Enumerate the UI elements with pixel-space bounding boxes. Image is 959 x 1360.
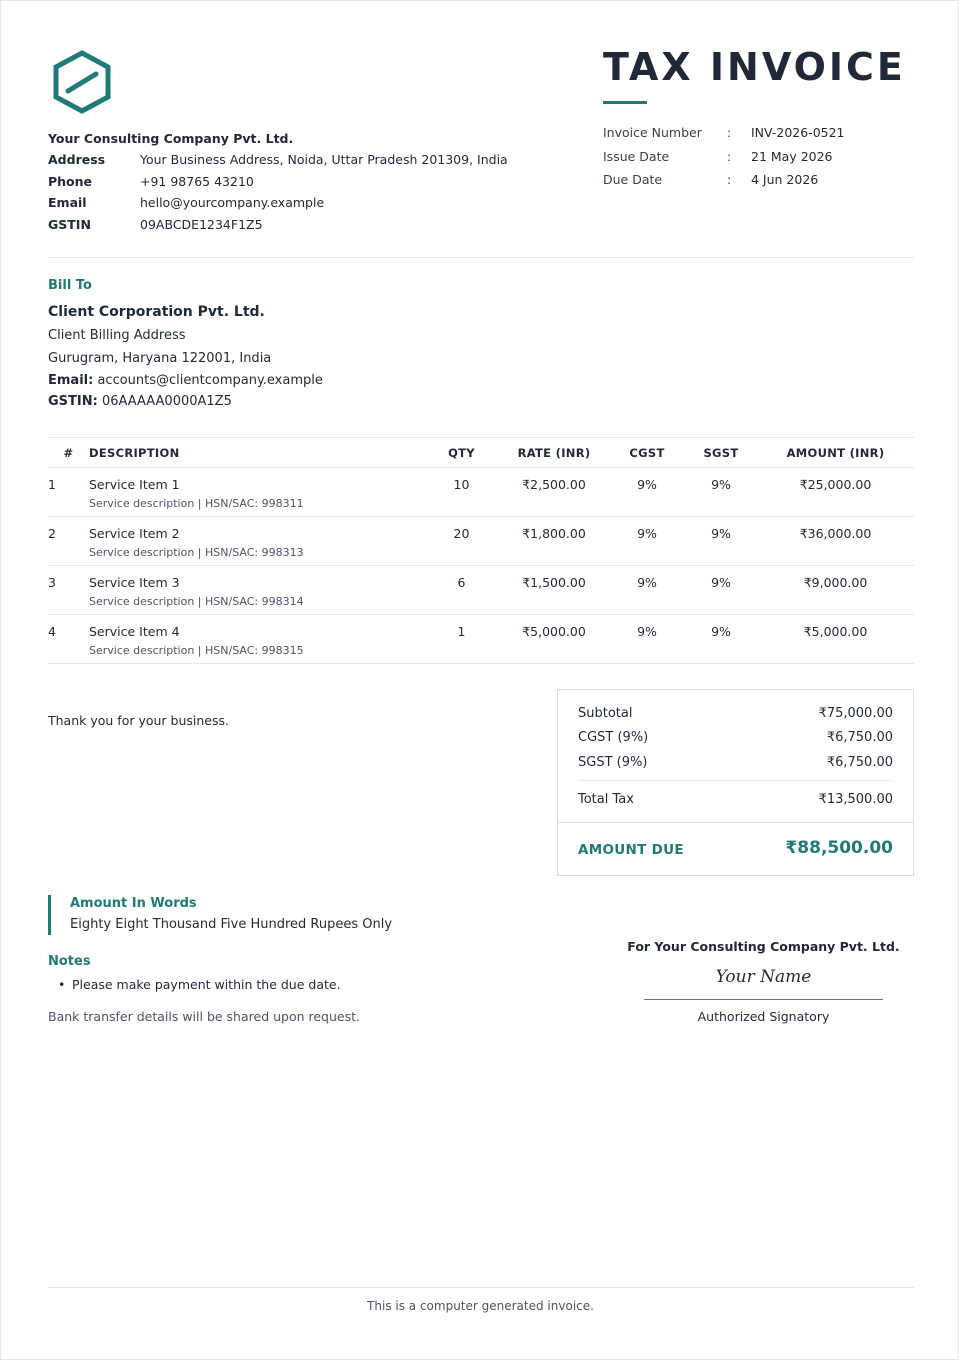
item-amount: ₹25,000.00 [757, 468, 914, 517]
item-name: Service Item 1 [89, 477, 180, 492]
item-name: Service Item 4 [89, 624, 180, 639]
invoice-title: TAX INVOICE [603, 45, 906, 89]
item-sgst: 9% [685, 468, 757, 517]
client-name: Client Corporation Pvt. Ltd. [48, 304, 265, 320]
item-cgst: 9% [609, 615, 685, 664]
table-row [48, 517, 914, 566]
meta-label: Issue Date [603, 148, 670, 164]
item-qty: 20 [424, 517, 499, 566]
column-header-cgst: CGST [609, 438, 685, 468]
amount-in-words-heading: Amount In Words [70, 896, 197, 911]
column-header-number: # [48, 438, 89, 468]
amount-due-divider [558, 822, 913, 823]
item-description-cell [89, 566, 424, 615]
column-header-amount: AMOUNT (INR) [757, 438, 914, 468]
bullet-icon: • [58, 977, 66, 992]
item-qty: 6 [424, 566, 499, 615]
item-sgst: 9% [685, 566, 757, 615]
sgst-row [578, 755, 893, 770]
cgst-value: ₹6,750.00 [826, 730, 893, 745]
meta-label: Due Date [603, 172, 663, 188]
column-header-sgst: SGST [685, 438, 757, 468]
due-date: 4 Jun 2026 [751, 172, 819, 188]
item-subtext: Service description | HSN/SAC: 998314 [89, 595, 304, 608]
item-cgst: 9% [609, 566, 685, 615]
item-number: 4 [48, 615, 89, 664]
footer-text: This is a computer generated invoice. [367, 1299, 594, 1313]
subtotal-value: ₹75,000.00 [818, 706, 893, 721]
divider [48, 257, 914, 258]
notes-list [58, 977, 341, 992]
client-email-line [48, 373, 323, 388]
bank-note: Bank transfer details will be shared upon request. [48, 1009, 360, 1024]
cgst-label: CGST (9%) [578, 730, 649, 745]
item-cgst: 9% [609, 517, 685, 566]
item-number: 2 [48, 517, 89, 566]
company-address: Your Business Address, Noida, Uttar Pradesh 201309, India [140, 152, 508, 168]
meta-colon: : [727, 148, 732, 164]
item-sgst: 9% [685, 517, 757, 566]
item-subtext: Service description | HSN/SAC: 998315 [89, 644, 304, 657]
item-qty: 10 [424, 468, 499, 517]
totals-box [557, 689, 914, 876]
totals-divider [578, 780, 893, 781]
meta-label: Invoice Number [603, 125, 702, 141]
table-row [48, 566, 914, 615]
meta-row-issue-date [603, 145, 845, 169]
table-row [48, 468, 914, 517]
item-rate: ₹1,800.00 [499, 517, 609, 566]
total-tax-row [578, 792, 893, 807]
field-label: Phone [48, 173, 93, 189]
line-items-table [48, 437, 914, 664]
signature-label: Authorized Signatory [697, 1009, 830, 1024]
thank-you-text: Thank you for your business. [48, 713, 229, 728]
item-rate: ₹5,000.00 [499, 615, 609, 664]
item-amount: ₹36,000.00 [757, 517, 914, 566]
field-label: Address [48, 152, 106, 168]
item-rate: ₹1,500.00 [499, 566, 609, 615]
company-email: hello@yourcompany.example [140, 195, 325, 211]
item-amount: ₹9,000.00 [757, 566, 914, 615]
item-sgst: 9% [685, 615, 757, 664]
item-subtext: Service description | HSN/SAC: 998311 [89, 497, 304, 510]
item-description-cell [89, 468, 424, 517]
column-header-qty: QTY [424, 438, 499, 468]
cgst-row [578, 730, 893, 745]
item-amount: ₹5,000.00 [757, 615, 914, 664]
column-header-description: DESCRIPTION [89, 438, 424, 468]
item-qty: 1 [424, 615, 499, 664]
amount-due-value: ₹88,500.00 [785, 838, 893, 858]
amount-in-words-text: Eighty Eight Thousand Five Hundred Rupees Only [70, 917, 393, 932]
invoice-number: INV-2026-0521 [751, 125, 845, 141]
meta-row-invoice-number [603, 121, 845, 145]
amount-due-label: AMOUNT DUE [578, 842, 684, 858]
client-gstin-label: GSTIN: [48, 394, 98, 409]
signature-line [644, 999, 883, 1000]
footer-divider [48, 1287, 914, 1288]
total-tax-value: ₹13,500.00 [818, 792, 893, 807]
table-row [48, 615, 914, 664]
client-address-line2: Gurugram, Haryana 122001, India [48, 351, 272, 366]
signature-company: For Your Consulting Company Pvt. Ltd. [627, 939, 900, 954]
note-text: Please make payment within the due date. [72, 977, 341, 992]
client-email: accounts@clientcompany.example [97, 373, 323, 388]
bill-to-heading: Bill To [48, 278, 92, 293]
amount-in-words [48, 895, 392, 935]
title-underline [603, 101, 647, 104]
field-label: GSTIN [48, 216, 91, 232]
client-email-label: Email: [48, 373, 94, 388]
item-name: Service Item 2 [89, 526, 180, 541]
notes-heading: Notes [48, 954, 91, 969]
subtotal-row [578, 706, 893, 721]
company-gstin: 09ABCDE1234F1Z5 [140, 216, 263, 232]
company-email-row [48, 192, 508, 214]
company-phone-row [48, 171, 508, 193]
client-gstin: 06AAAAA0000A1Z5 [101, 394, 232, 409]
signature-name: Your Name [715, 967, 812, 987]
list-item [58, 977, 341, 992]
sgst-value: ₹6,750.00 [826, 755, 893, 770]
item-number: 1 [48, 468, 89, 517]
field-label: Email [48, 195, 87, 211]
item-description-cell [89, 517, 424, 566]
hexagon-logo-icon [51, 49, 113, 115]
item-number: 3 [48, 566, 89, 615]
table-header-row [48, 438, 914, 468]
meta-colon: : [727, 125, 732, 141]
total-tax-label: Total Tax [578, 792, 634, 807]
company-address-row [48, 149, 508, 171]
item-cgst: 9% [609, 468, 685, 517]
invoice-meta [603, 121, 845, 192]
item-rate: ₹2,500.00 [499, 468, 609, 517]
company-name: Your Consulting Company Pvt. Ltd. [48, 131, 294, 146]
subtotal-label: Subtotal [578, 706, 633, 721]
item-subtext: Service description | HSN/SAC: 998313 [89, 546, 304, 559]
meta-row-due-date [603, 168, 845, 192]
sgst-label: SGST (9%) [578, 755, 648, 770]
company-phone: +91 98765 43210 [140, 173, 254, 189]
client-gstin-line [48, 394, 232, 409]
meta-colon: : [727, 172, 732, 188]
item-name: Service Item 3 [89, 575, 180, 590]
company-info [48, 149, 508, 235]
item-description-cell [89, 615, 424, 664]
issue-date: 21 May 2026 [751, 148, 833, 164]
company-gstin-row [48, 214, 508, 236]
client-address-line1: Client Billing Address [48, 328, 186, 343]
column-header-rate: RATE (INR) [499, 438, 609, 468]
